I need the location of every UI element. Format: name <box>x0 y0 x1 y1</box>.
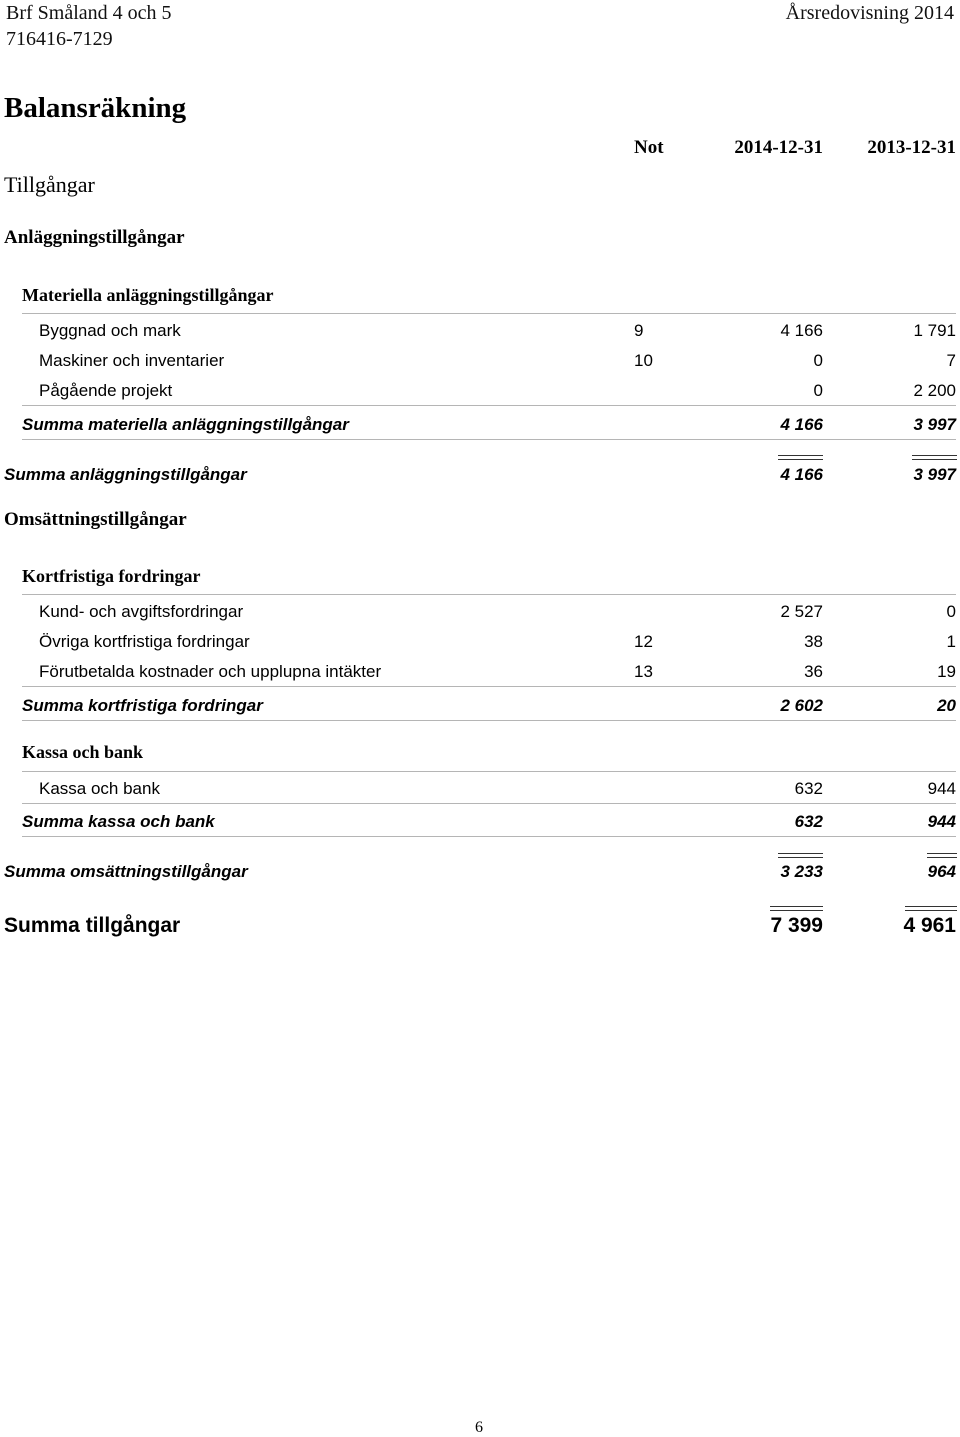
subsection-title-kassa: Kassa och bank <box>22 742 144 762</box>
double-underline <box>778 455 823 460</box>
sum-current-value: 4 166 <box>780 415 823 434</box>
row-label: Kund- och avgiftsfordringar <box>39 602 244 621</box>
sum-label: Summa materiella anläggningstillgångar <box>22 415 349 434</box>
divider <box>22 836 956 837</box>
row-label: Maskiner och inventarier <box>39 351 225 370</box>
total-current-value: 7 399 <box>770 914 823 937</box>
row-previous-value: 0 <box>946 602 956 621</box>
sum-current-value: 4 166 <box>780 465 823 484</box>
row-previous-value: 7 <box>946 351 956 370</box>
section-title-tillgangar: Tillgångar <box>4 172 95 197</box>
section-title-anlaggningstillgangar: Anläggningstillgångar <box>4 227 185 248</box>
divider <box>22 803 956 804</box>
sum-previous-value: 3 997 <box>913 415 956 434</box>
row-current-value: 0 <box>813 381 823 400</box>
row-label: Byggnad och mark <box>39 321 181 340</box>
column-header-current-year: 2014-12-31 <box>734 137 823 158</box>
section-title-omsattningstillgangar: Omsättningstillgångar <box>4 509 187 530</box>
double-underline <box>927 853 957 858</box>
double-underline <box>912 455 957 460</box>
sum-current-value: 632 <box>794 812 823 831</box>
total-previous-value: 4 961 <box>903 914 956 937</box>
sum-previous-value: 3 997 <box>913 465 956 484</box>
column-header-previous-year: 2013-12-31 <box>867 137 956 158</box>
double-underline <box>778 853 823 858</box>
row-label: Pågående projekt <box>39 381 173 400</box>
row-label: Kassa och bank <box>39 779 160 798</box>
sum-current-value: 2 602 <box>780 696 823 715</box>
sum-label: Summa anläggningstillgångar <box>4 465 247 484</box>
divider <box>22 771 956 772</box>
org-name: Brf Småland 4 och 5 <box>6 2 172 24</box>
page-number: 6 <box>475 1419 483 1436</box>
subsection-title-kortfristiga: Kortfristiga fordringar <box>22 566 201 586</box>
row-current-value: 4 166 <box>780 321 823 340</box>
divider <box>22 439 956 440</box>
column-header-note: Not <box>634 137 664 158</box>
row-previous-value: 1 791 <box>913 321 956 340</box>
subsection-title-materiella: Materiella anläggningstillgångar <box>22 285 274 305</box>
report-title: Årsredovisning 2014 <box>785 2 954 24</box>
divider <box>22 720 956 721</box>
divider <box>22 594 956 595</box>
row-current-value: 38 <box>804 632 823 651</box>
double-underline <box>770 906 823 911</box>
row-label: Förutbetalda kostnader och upplupna intäkter <box>39 662 382 681</box>
row-previous-value: 19 <box>937 662 956 681</box>
row-note: 13 <box>634 662 653 681</box>
sum-previous-value: 20 <box>937 696 956 715</box>
sum-label: Summa kortfristiga fordringar <box>22 696 263 715</box>
org-number: 716416-7129 <box>6 28 113 50</box>
sum-previous-value: 964 <box>927 862 956 881</box>
sum-current-value: 3 233 <box>780 862 823 881</box>
row-current-value: 36 <box>804 662 823 681</box>
row-current-value: 0 <box>813 351 823 370</box>
sum-label: Summa omsättningstillgångar <box>4 862 248 881</box>
row-current-value: 2 527 <box>780 602 823 621</box>
row-previous-value: 944 <box>927 779 956 798</box>
sum-previous-value: 944 <box>927 812 956 831</box>
sum-label: Summa kassa och bank <box>22 812 215 831</box>
row-previous-value: 2 200 <box>913 381 956 400</box>
divider <box>22 405 956 406</box>
row-note: 12 <box>634 632 653 651</box>
double-underline <box>905 906 957 911</box>
divider <box>22 313 956 314</box>
row-note: 10 <box>634 351 653 370</box>
row-previous-value: 1 <box>946 632 956 651</box>
row-current-value: 632 <box>794 779 823 798</box>
divider <box>22 686 956 687</box>
page-title: Balansräkning <box>4 92 187 124</box>
row-note: 9 <box>634 321 644 340</box>
total-label: Summa tillgångar <box>4 914 181 937</box>
row-label: Övriga kortfristiga fordringar <box>39 632 250 651</box>
